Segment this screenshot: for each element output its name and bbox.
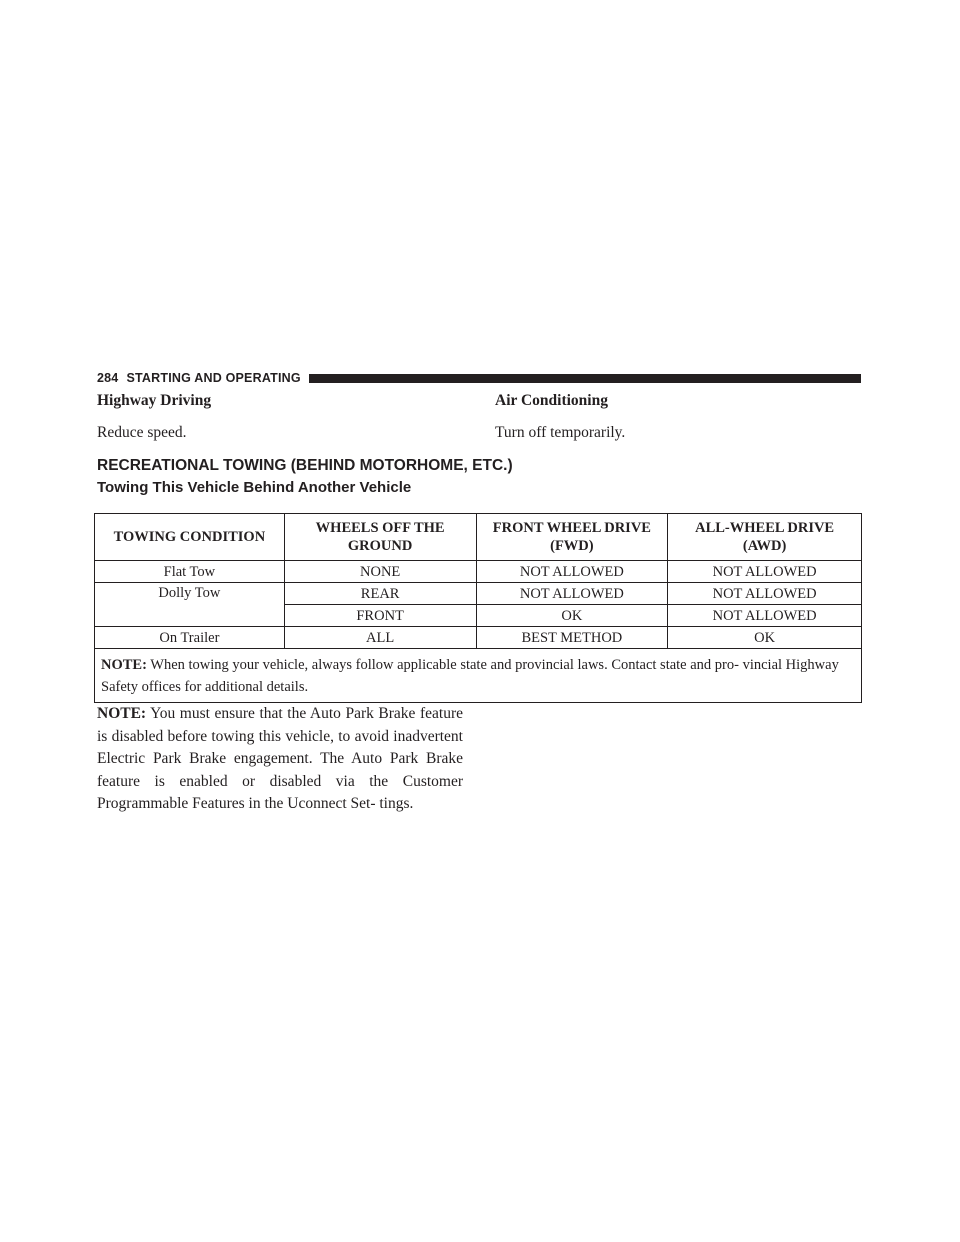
auto-park-brake-note [97,703,463,816]
table-note [95,649,862,703]
column-header: FRONT WHEEL DRIVE (FWD) [476,514,668,561]
table-row [95,583,862,605]
table-note-row [95,649,862,703]
note-label: NOTE: [97,705,147,722]
highway-driving-block [97,389,437,445]
air-conditioning-heading: Air Conditioning [495,392,608,409]
table-cell: NOT ALLOWED [476,561,668,583]
table-cell: OK [668,627,862,649]
table-cell: NOT ALLOWED [668,605,862,627]
table-row [95,627,862,649]
towing-table [94,513,862,703]
column-header: TOWING CONDITION [95,514,285,561]
table-cell: NONE [284,561,476,583]
table-cell: Dolly Tow [95,583,285,627]
section-name: STARTING AND OPERATING [126,371,301,385]
table-cell: NOT ALLOWED [668,583,862,605]
column-header: ALL-WHEEL DRIVE (AWD) [668,514,862,561]
page-header [97,368,861,388]
table-cell: FRONT [284,605,476,627]
air-conditioning-block [495,389,835,445]
header-rule [309,374,861,383]
subsection-title: Towing This Vehicle Behind Another Vehicle [97,479,412,496]
table-row [95,561,862,583]
table-cell: REAR [284,583,476,605]
air-conditioning-text: Turn off temporarily. [495,424,626,441]
note-text: You must ensure that the Auto Park Brake feature is disabled before towing this vehicle, to avoid inadvertent Electric Park Brake engagement. The Auto Park Brake feature is enabled or disabled via the Customer Programmable Features in the Uconnect Set- tings. [97,705,463,812]
highway-driving-heading: Highway Driving [97,392,212,409]
section-title: RECREATIONAL TOWING (BEHIND MOTORHOME, ETC.) [97,457,513,474]
page-number: 284 [97,371,119,385]
table-cell: ALL [284,627,476,649]
table-cell: OK [476,605,668,627]
table-cell: NOT ALLOWED [668,561,862,583]
table-cell: NOT ALLOWED [476,583,668,605]
table-cell: On Trailer [95,627,285,649]
highway-driving-text: Reduce speed. [97,424,187,441]
table-header-row [95,514,862,561]
column-header: WHEELS OFF THE GROUND [284,514,476,561]
table-note-label: NOTE: [101,657,147,673]
table-cell: Flat Tow [95,561,285,583]
table-cell: BEST METHOD [476,627,668,649]
table-note-text: When towing your vehicle, always follow applicable state and provincial laws. Contact state and pro- vincial Highway Safety offices for additional details. [101,657,839,695]
